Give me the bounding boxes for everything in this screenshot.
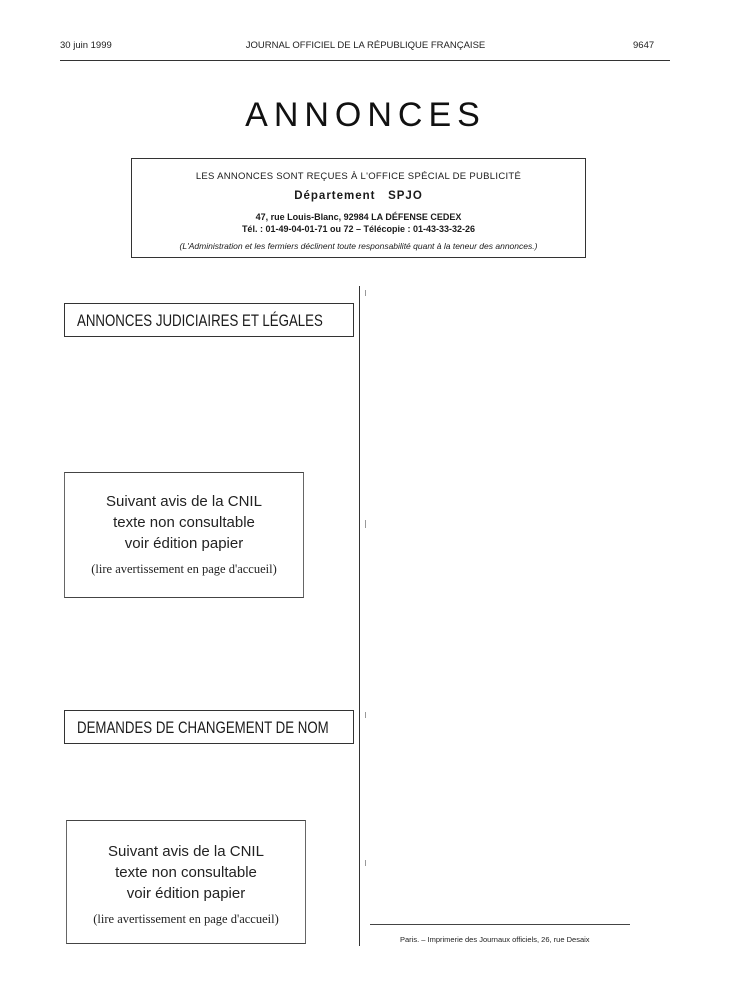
footer-printer: Paris. – Imprimerie des Journaux officiels, 26, rue Desaix [400, 935, 590, 944]
header-rule [60, 60, 670, 61]
footer-rule [370, 924, 630, 925]
cnil-notice-line1: Suivant avis de la CNIL [108, 843, 264, 860]
cnil-notice-line3: voir édition papier [126, 885, 246, 902]
info-received-line: LES ANNONCES SONT REÇUES À L'OFFICE SPÉCIAL DE PUBLICITÉ [195, 171, 522, 182]
info-address: 47, rue Louis-Blanc, 92984 LA DÉFENSE CEDEX [255, 212, 462, 222]
cnil-notice-line2: texte non consultable [115, 864, 257, 881]
cnil-notice-note: (lire avertissement en page d'accueil) [91, 562, 277, 576]
cnil-notice-note: (lire avertissement en page d'accueil) [93, 912, 279, 926]
info-department: Département SPJO [294, 190, 423, 202]
header-page-number: 9647 [633, 40, 655, 51]
scan-mark [365, 290, 366, 296]
page-title: ANNONCES [245, 96, 486, 134]
column-divider [359, 286, 360, 946]
scan-mark [365, 860, 366, 866]
info-phone: Tél. : 01-49-04-01-71 ou 72 – Télécopie : 01-43-33-32-26 [241, 224, 476, 234]
section-heading-changement-nom [64, 710, 354, 744]
header-journal-title: JOURNAL OFFICIEL DE LA RÉPUBLIQUE FRANÇAISE [245, 40, 486, 51]
scan-mark [365, 520, 366, 528]
cnil-notice-line1: Suivant avis de la CNIL [106, 493, 262, 510]
cnil-notice-box [66, 820, 306, 944]
cnil-notice-line3: voir édition papier [124, 535, 244, 552]
cnil-notice-line2: texte non consultable [113, 514, 255, 531]
publication-info-box [131, 158, 586, 258]
cnil-notice-box [64, 472, 304, 598]
header-date: 30 juin 1999 [60, 40, 112, 51]
section-heading-judiciaires [64, 303, 354, 337]
section-heading-text: ANNONCES JUDICIAIRES ET LÉGALES [77, 311, 323, 330]
section-heading-text: DEMANDES DE CHANGEMENT DE NOM [77, 718, 329, 737]
info-disclaimer: (L'Administration et les fermiers déclinent toute responsabilité quant à la teneur des annonces.) [179, 241, 538, 251]
